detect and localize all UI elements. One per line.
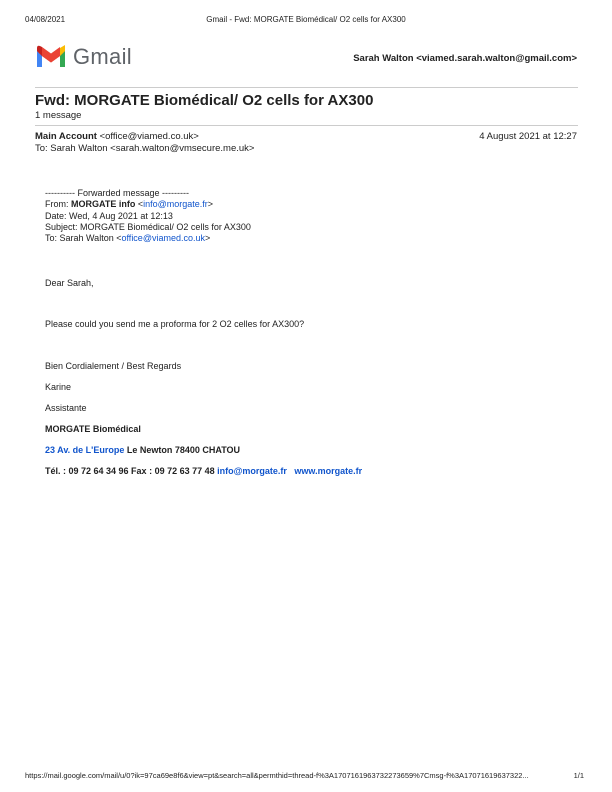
print-page: 1/1 bbox=[573, 771, 584, 780]
signature-address bbox=[45, 445, 240, 455]
thread-subject: Fwd: MORGATE Biomédical/ O2 cells for AX300 bbox=[35, 92, 374, 109]
regards: Bien Cordialement / Best Regards bbox=[45, 361, 182, 371]
print-date: 04/08/2021 bbox=[25, 15, 66, 24]
print-url: https://mail.google.com/mail/u/0?ik=97ca69e8f6&view=pt&search=all&permthid=thread-f%3A1707161963732273659%7Cmsg-f%3A17071619637322... bbox=[25, 771, 529, 780]
gmail-logo[interactable] bbox=[35, 44, 135, 70]
forward-header: ---------- Forwarded message --------- bbox=[45, 188, 189, 198]
divider bbox=[35, 125, 578, 126]
message-count: 1 message bbox=[35, 110, 82, 121]
contact-phone: Tél. : 09 72 64 34 96 Fax : 09 72 63 77 48 bbox=[45, 466, 218, 476]
forward-to bbox=[45, 233, 210, 243]
forward-from-email-link[interactable]: info@morgate.fr bbox=[143, 199, 208, 209]
forward-from-close: > bbox=[207, 199, 214, 209]
request-text: Please could you send me a proforma for 2 O2 celles for AX300? bbox=[45, 319, 305, 329]
address-rest: Le Newton 78400 CHATOU bbox=[124, 445, 241, 455]
account-user: Sarah Walton <viamed.sarah.walton@gmail.com> bbox=[353, 53, 577, 64]
signature-name: Karine bbox=[45, 382, 72, 392]
print-title: Gmail - Fwd: MORGATE Biomédical/ O2 cells for AX300 bbox=[206, 15, 406, 24]
greeting: Dear Sarah, bbox=[45, 278, 94, 288]
forward-from-label: From: bbox=[45, 199, 71, 209]
forward-to-email-link[interactable]: office@viamed.co.uk bbox=[121, 233, 205, 243]
message-from bbox=[35, 131, 199, 142]
forward-subject: Subject: MORGATE Biomédical/ O2 cells for AX300 bbox=[45, 222, 251, 232]
signature-company: MORGATE Biomédical bbox=[45, 424, 141, 434]
gmail-logo-text: Gmail bbox=[73, 44, 132, 69]
forward-to-label: To: Sarah Walton < bbox=[45, 233, 122, 243]
sender-name: Main Account bbox=[35, 131, 97, 142]
forward-from bbox=[45, 199, 213, 209]
forward-from-name: MORGATE info bbox=[71, 199, 136, 209]
forward-from-open: < bbox=[135, 199, 144, 209]
contact-web-link[interactable]: www.morgate.fr bbox=[294, 466, 363, 476]
contact-email-link[interactable]: info@morgate.fr bbox=[217, 466, 287, 476]
gmail-logo-icon bbox=[35, 45, 67, 69]
message-date: 4 August 2021 at 12:27 bbox=[479, 131, 577, 142]
sender-email: <office@viamed.co.uk> bbox=[99, 131, 199, 142]
address-link[interactable]: 23 Av. de L'Europe bbox=[45, 445, 125, 455]
divider bbox=[35, 87, 578, 88]
signature-contact bbox=[45, 466, 362, 476]
forward-to-close: > bbox=[204, 233, 211, 243]
signature-role: Assistante bbox=[45, 403, 87, 413]
forward-date: Date: Wed, 4 Aug 2021 at 12:13 bbox=[45, 211, 173, 221]
message-to: To: Sarah Walton <sarah.walton@vmsecure.me.uk> bbox=[35, 143, 255, 154]
